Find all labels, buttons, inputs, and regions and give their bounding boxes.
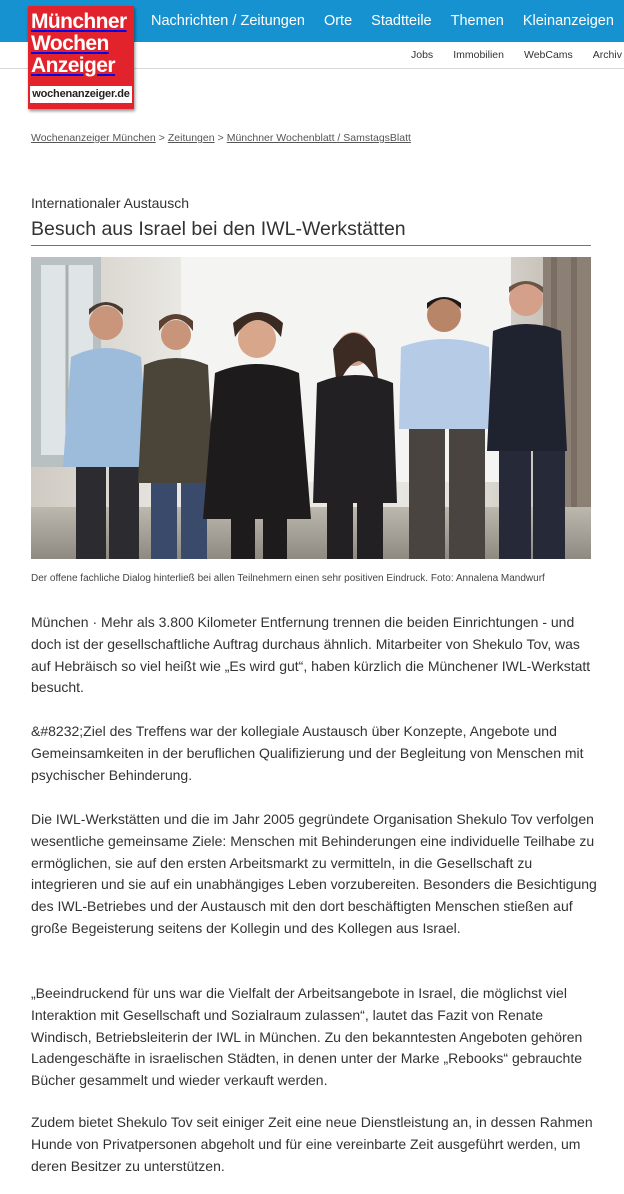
article-paragraph: &#8232;Ziel des Treffens war der kollegiale Austausch über Konzepte, Angebote und Gemeinsamkeiten in der beruflichen Qualifizierung und der Begleitung von Menschen mit psychischer Behinderung. (31, 723, 584, 783)
article-headline: Besuch aus Israel bei den IWL-Werkstätten (31, 218, 406, 240)
headline-underline (31, 245, 591, 246)
breadcrumb-separator: > (217, 132, 224, 144)
nav-item-kleinanzeigen[interactable]: Kleinanzeigen (522, 13, 614, 29)
subnav-item-jobs[interactable]: Jobs (411, 49, 434, 61)
subnav-item-immobilien[interactable]: Immobilien (453, 49, 504, 61)
logo-line-3: Anzeiger (31, 54, 115, 77)
breadcrumb-item-wochenblatt[interactable]: Münchner Wochenblatt / SamstagsBlatt (226, 132, 411, 144)
sub-nav (400, 42, 624, 68)
article-paragraph: Die IWL-Werkstätten und die im Jahr 2005 gegründete Organisation Shekulo Tov verfolgen wesentliche gemeinsame Ziele: Menschen mit Behinderungen eine individuelle Teilhabe zu ermöglichen, sie auf den ersten Arbeitsmarkt zu vermitteln, in die Gesellschaft zu integrieren und sie auf ein unabhängiges Leben vorzubereiten. Besonders die Besichtigung des IWL-Betriebes und der Austausch mit den dort beschäftigten Menschen stießen auf große Begeisterung seitens der Kollegin und des Kollegen aus Israel. (31, 811, 597, 936)
nav-item-nachrichten[interactable]: Nachrichten / Zeitungen (151, 13, 305, 29)
group-photo-illustration (31, 257, 591, 559)
nav-item-stadtteile[interactable]: Stadtteile (371, 13, 432, 29)
nav-item-orte[interactable]: Orte (323, 13, 353, 29)
nav-item-themen[interactable]: Themen (450, 13, 504, 29)
article-kicker: Internationaler Austausch (31, 195, 189, 211)
logo-line-1: Münchner (31, 10, 127, 33)
breadcrumb (31, 132, 411, 144)
logo-line-2: Wochen (31, 32, 109, 55)
photo-caption: Der offene fachliche Dialog hinterließ bei allen Teilnehmern einen sehr positiven Eindruck. Foto: Annalena Mandwurf (31, 573, 545, 584)
logo-url: wochenanzeiger.de (30, 86, 132, 103)
subnav-item-archiv[interactable]: Archiv (592, 49, 622, 61)
article-paragraph: München · Mehr als 3.800 Kilometer Entfernung trennen die beiden Einrichtungen - und doch ist der gesellschaftliche Auftrag durchaus ähnlich. Mitarbeiter von Shekulo Tov, was auf Hebräisch so viel heißt wie „Es wird gut“, haben kürzlich die Münchener IWL-Werkstatt besucht. (31, 614, 591, 696)
subnav-item-webcams[interactable]: WebCams (523, 49, 573, 61)
breadcrumb-item-home[interactable]: Wochenanzeiger München (31, 132, 156, 144)
breadcrumb-separator: > (158, 132, 165, 144)
main-nav (138, 0, 620, 42)
site-logo[interactable] (28, 6, 134, 109)
breadcrumb-item-zeitungen[interactable]: Zeitungen (167, 132, 215, 144)
article-paragraph: „Beeindruckend für uns war die Vielfalt der Arbeitsangebote in Israel, die möglichst viel Interaktion mit Gesellschaft und Sozialraum zulassen“, lautet das Fazit von Renate Windisch, Betriebsleiterin der IWL in München. Zu den bekanntesten Angeboten gehören Ladengeschäfte in israelischen Städten, in denen unter der Marke „Rebooks“ gebrauchte Bücher gesammelt und wieder verkauft werden. (31, 985, 583, 1089)
article-photo[interactable] (31, 257, 591, 559)
article-paragraph: Zudem bietet Shekulo Tov seit einiger Zeit eine neue Dienstleistung an, in dessen Rahmen Hunde von Privatpersonen abgeholt und für eine vereinbarte Zeit ausgeführt werden, um deren Besitzer zu unterstützen. (31, 1114, 593, 1174)
